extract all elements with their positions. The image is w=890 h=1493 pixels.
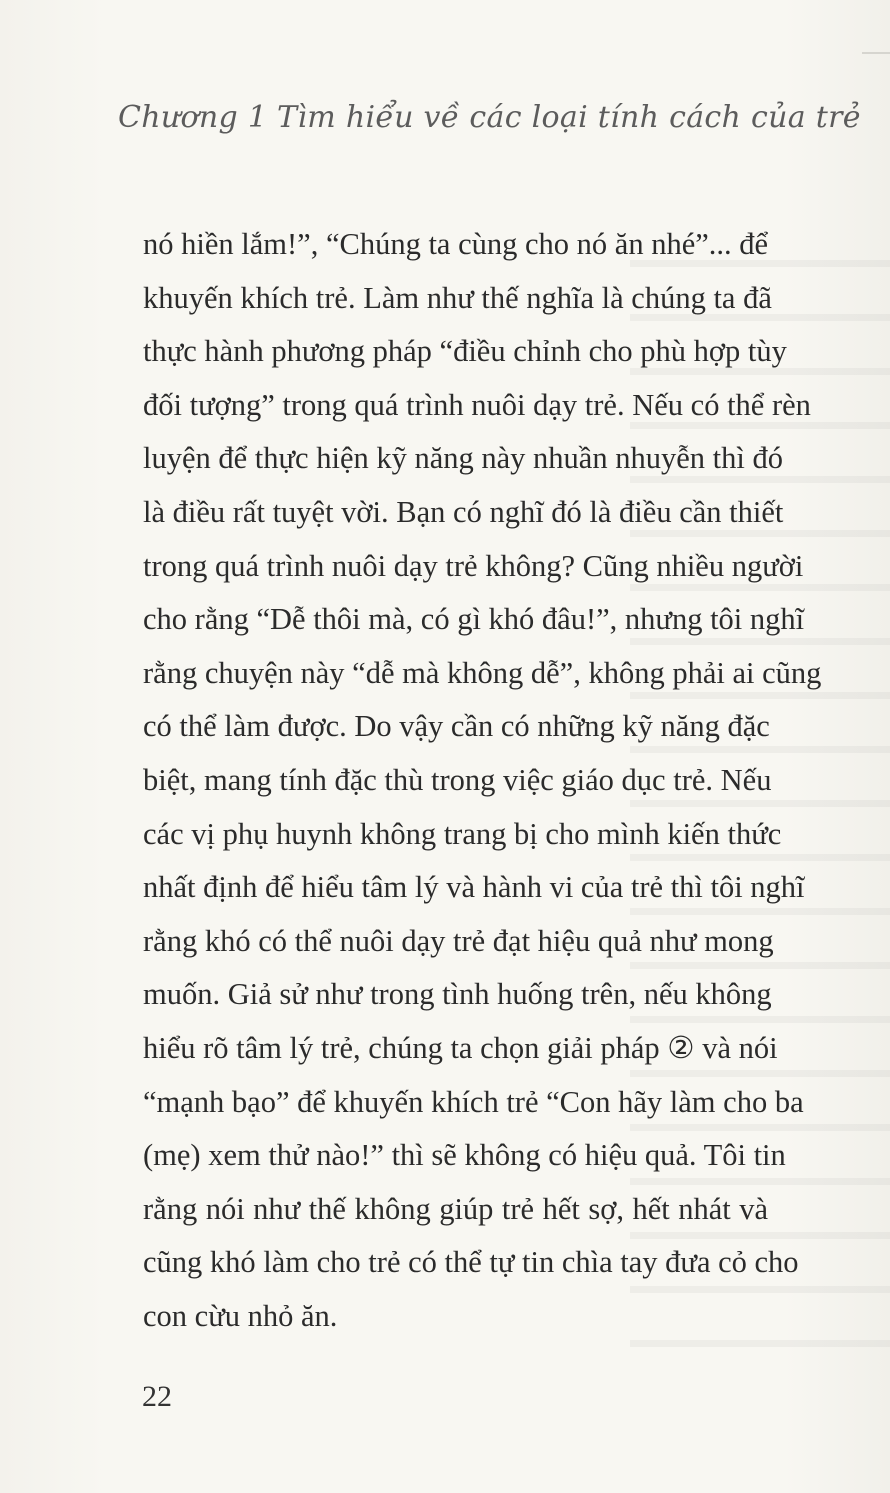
text-line: biệt, mang tính đặc thù trong việc giáo dục trẻ. Nếu — [143, 762, 772, 797]
text-line: các vị phụ huynh không trang bị cho mình kiến thức — [143, 816, 782, 851]
text-line: nó hiền lắm!”, “Chúng ta cùng cho nó ăn nhé”... để — [143, 227, 769, 261]
text-line: rằng nói như thế không giúp trẻ hết sợ, hết nhát và — [143, 1191, 768, 1226]
text-line: đối tượng” trong quá trình nuôi dạy trẻ. Nếu có thể rèn — [143, 387, 811, 422]
text-line: khuyến khích trẻ. Làm như thế nghĩa là chúng ta đã — [143, 280, 772, 315]
text-line: có thể làm được. Do vậy cần có những kỹ năng đặc — [143, 709, 770, 744]
text-line: thực hành phương pháp “điều chỉnh cho phù hợp tùy — [143, 334, 787, 369]
text-line: nhất định để hiểu tâm lý và hành vi của trẻ thì tôi nghĩ — [143, 870, 805, 905]
text-line: con cừu nhỏ ăn. — [143, 1298, 338, 1333]
text-line: hiểu rõ tâm lý trẻ, chúng ta chọn giải pháp ② và nói — [143, 1030, 778, 1065]
text-line: luyện để thực hiện kỹ năng này nhuần nhuyễn thì đó — [143, 441, 783, 476]
chapter-header: Chương 1 Tìm hiểu về các loại tính cách của trẻ — [118, 100, 861, 135]
text-line: là điều rất tuyệt vời. Bạn có nghĩ đó là điều cần thiết — [143, 494, 784, 529]
text-line: cho rằng “Dễ thôi mà, có gì khó đâu!”, nhưng tôi nghĩ — [143, 602, 805, 637]
text-line: “mạnh bạo” để khuyến khích trẻ “Con hãy làm cho ba — [143, 1084, 804, 1119]
text-line: cũng khó làm cho trẻ có thể tự tin chìa tay đưa cỏ cho — [143, 1245, 799, 1280]
page-number: 22 — [142, 1380, 172, 1413]
text-line: rằng chuyện này “dễ mà không dễ”, không phải ai cũng — [143, 655, 822, 690]
body-paragraph — [143, 218, 822, 1343]
text-line: muốn. Giả sử như trong tình huống trên, nếu không — [143, 977, 772, 1012]
text-line: trong quá trình nuôi dạy trẻ không? Cũng nhiều người — [143, 548, 804, 583]
page-edge-mark — [862, 52, 890, 54]
text-line: rằng khó có thể nuôi dạy trẻ đạt hiệu quả như mong — [143, 923, 774, 958]
text-line: (mẹ) xem thử nào!” thì sẽ không có hiệu quả. Tôi tin — [143, 1138, 786, 1173]
